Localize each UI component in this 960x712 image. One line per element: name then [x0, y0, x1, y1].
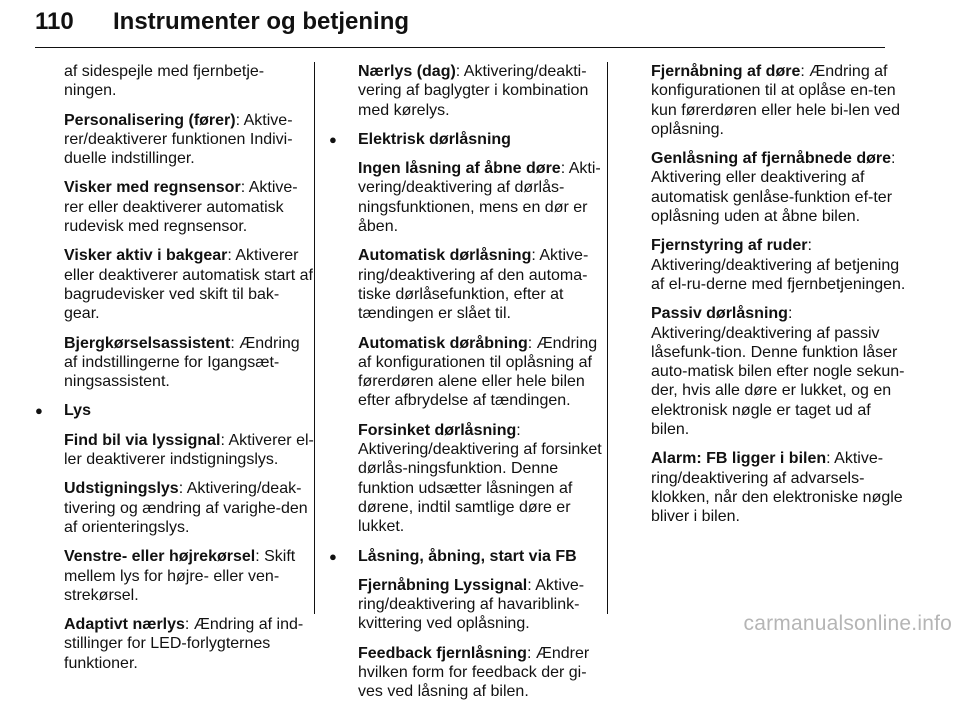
setting-term: Alarm: FB ligger i bilen: [651, 450, 827, 468]
setting-description: : Ændrer hvilken form for feedback der gi-ves ved låsning af bilen.: [358, 644, 590, 701]
setting-term: Visker med regnsensor: [64, 179, 241, 197]
setting-item: [64, 111, 314, 169]
setting-term: Automatisk døråbning: [358, 334, 528, 352]
setting-term: Fjernstyring af ruder: [651, 237, 808, 255]
setting-item: [651, 236, 909, 294]
page-header: [35, 2, 885, 48]
setting-description: : Ændring af konfigurationen til oplåsning af førerdøren alene eller hele bilen efter afbrydelse af tændingen.: [358, 334, 598, 410]
setting-item: [358, 62, 608, 120]
setting-term: Adaptivt nærlys: [64, 616, 185, 634]
setting-description: : Skift mellem lys for højre- eller ven-strekørsel.: [64, 548, 296, 604]
setting-description: : Ændring af ind-stillinger for LED-forlygternes funktioner.: [64, 616, 304, 672]
setting-description: : Aktivering/deaktivering af betjening af el-ru-derne med fjernbetjeningen.: [651, 237, 906, 293]
setting-description: : Aktivering/deaktivering af passiv låsefunk-tion. Denne funktion låser auto-matisk bilen efter nogle sekun-der, hvis alle døre er lukket, og en elektronisk nøgle er taget ud af bilen.: [651, 305, 905, 439]
setting-description: : Aktivering eller deaktivering af automatisk genlåse-funktion ef-ter oplåsning uden at åbne bilen.: [651, 150, 896, 226]
setting-item: [358, 644, 608, 702]
setting-description: : Aktivering/deakti-vering af baglygter i kombination med kørelys.: [358, 63, 589, 119]
setting-item: [64, 547, 314, 605]
setting-item: [358, 246, 608, 323]
setting-description: : Aktive-ring/deaktivering af havariblink-kvittering ved oplåsning.: [358, 576, 585, 633]
setting-term: Nærlys (dag): [358, 63, 456, 80]
setting-term: Udstigningslys: [64, 480, 179, 498]
setting-description: : Ændring af konfigurationen til at oplåse en-ten kun førerdøren eller hele bi-len ved oplåsning.: [651, 63, 901, 138]
setting-description: : Akti-vering/deaktivering af dørlås-ningsfunktionen, mens en dør er åben.: [358, 160, 601, 236]
setting-item: [358, 421, 608, 537]
setting-item: [64, 246, 314, 323]
setting-description: : Aktivering/deak-tivering og ændring af varighe-den af orienteringslys.: [64, 480, 308, 536]
setting-item: [64, 615, 314, 673]
setting-description: : Aktive-ring/deaktivering af den automa-tiske dørlåsefunktion, efter at tændingen er slået til.: [358, 247, 589, 323]
setting-item: [64, 431, 314, 470]
setting-description: : Ændring af indstillingerne for Igangsæt-ningsassistent.: [64, 334, 300, 391]
setting-term: Fjernåbning af døre: [651, 63, 801, 80]
setting-term: Fjernåbning Lyssignal: [358, 576, 528, 594]
setting-item: [358, 576, 608, 634]
setting-item: [651, 62, 909, 139]
column-3: [651, 62, 909, 537]
setting-term: Venstre- eller højrekørsel: [64, 548, 256, 566]
setting-item: [651, 304, 909, 439]
setting-term: Forsinket dørlåsning: [358, 421, 517, 439]
watermark-text: carmanualsonline.info: [743, 612, 952, 635]
setting-item: [64, 178, 314, 236]
setting-description: : Aktiverer eller deaktiverer automatisk start af bagrudevisker ved skift til bak-gear.: [64, 247, 313, 323]
setting-item: [358, 334, 608, 411]
setting-term: Automatisk dørlåsning: [358, 247, 532, 265]
setting-description: : Aktivering/deaktivering af forsinket dørlås-ningsfunktion. Denne funktion udsætter låsningen af dørene, indtil samtlige døre er lukket.: [358, 421, 602, 536]
paragraph: af sidespejle med fjernbetje-ningen.: [64, 63, 265, 100]
page-number: 110: [35, 8, 74, 35]
column-1: [64, 62, 314, 683]
setting-term: Visker aktiv i bakgear: [64, 247, 228, 265]
column-divider: [314, 62, 315, 614]
setting-term: Bjergkørselsassistent: [64, 334, 231, 352]
setting-term: Ingen låsning af åbne døre: [358, 160, 561, 178]
setting-item: [651, 449, 909, 526]
setting-description: : Aktive-rer eller deaktiverer automatisk rudevisk med regnsensor.: [64, 179, 298, 236]
setting-item: [64, 479, 314, 537]
setting-description: : Aktive-rer/deaktiverer funktionen Indivi-duelle indstillinger.: [64, 111, 293, 168]
column-2: [358, 62, 608, 712]
setting-term: Genlåsning af fjernåbnede døre: [651, 150, 892, 168]
setting-item: [64, 334, 314, 392]
setting-item: [358, 159, 608, 236]
setting-item: [651, 149, 909, 226]
section-bullet-lys: ● Lys: [64, 401, 314, 420]
setting-term: Find bil via lyssignal: [64, 431, 221, 449]
setting-term: Feedback fjernlåsning: [358, 644, 527, 662]
section-bullet-door-lock: ● Elektrisk dørlåsning: [358, 130, 608, 149]
setting-term: Passiv dørlåsning: [651, 305, 788, 323]
setting-description: : Aktiverer el-ler deaktiverer indstigningslys.: [64, 431, 314, 469]
page-title: Instrumenter og betjening: [113, 8, 410, 35]
setting-term: Personalisering (fører): [64, 111, 236, 129]
setting-description: : Aktive-ring/deaktivering af advarsels-klokken, når den elektroniske nøgle bliver i bilen.: [651, 450, 903, 526]
section-bullet-remote: ● Låsning, åbning, start via FB: [358, 547, 608, 566]
